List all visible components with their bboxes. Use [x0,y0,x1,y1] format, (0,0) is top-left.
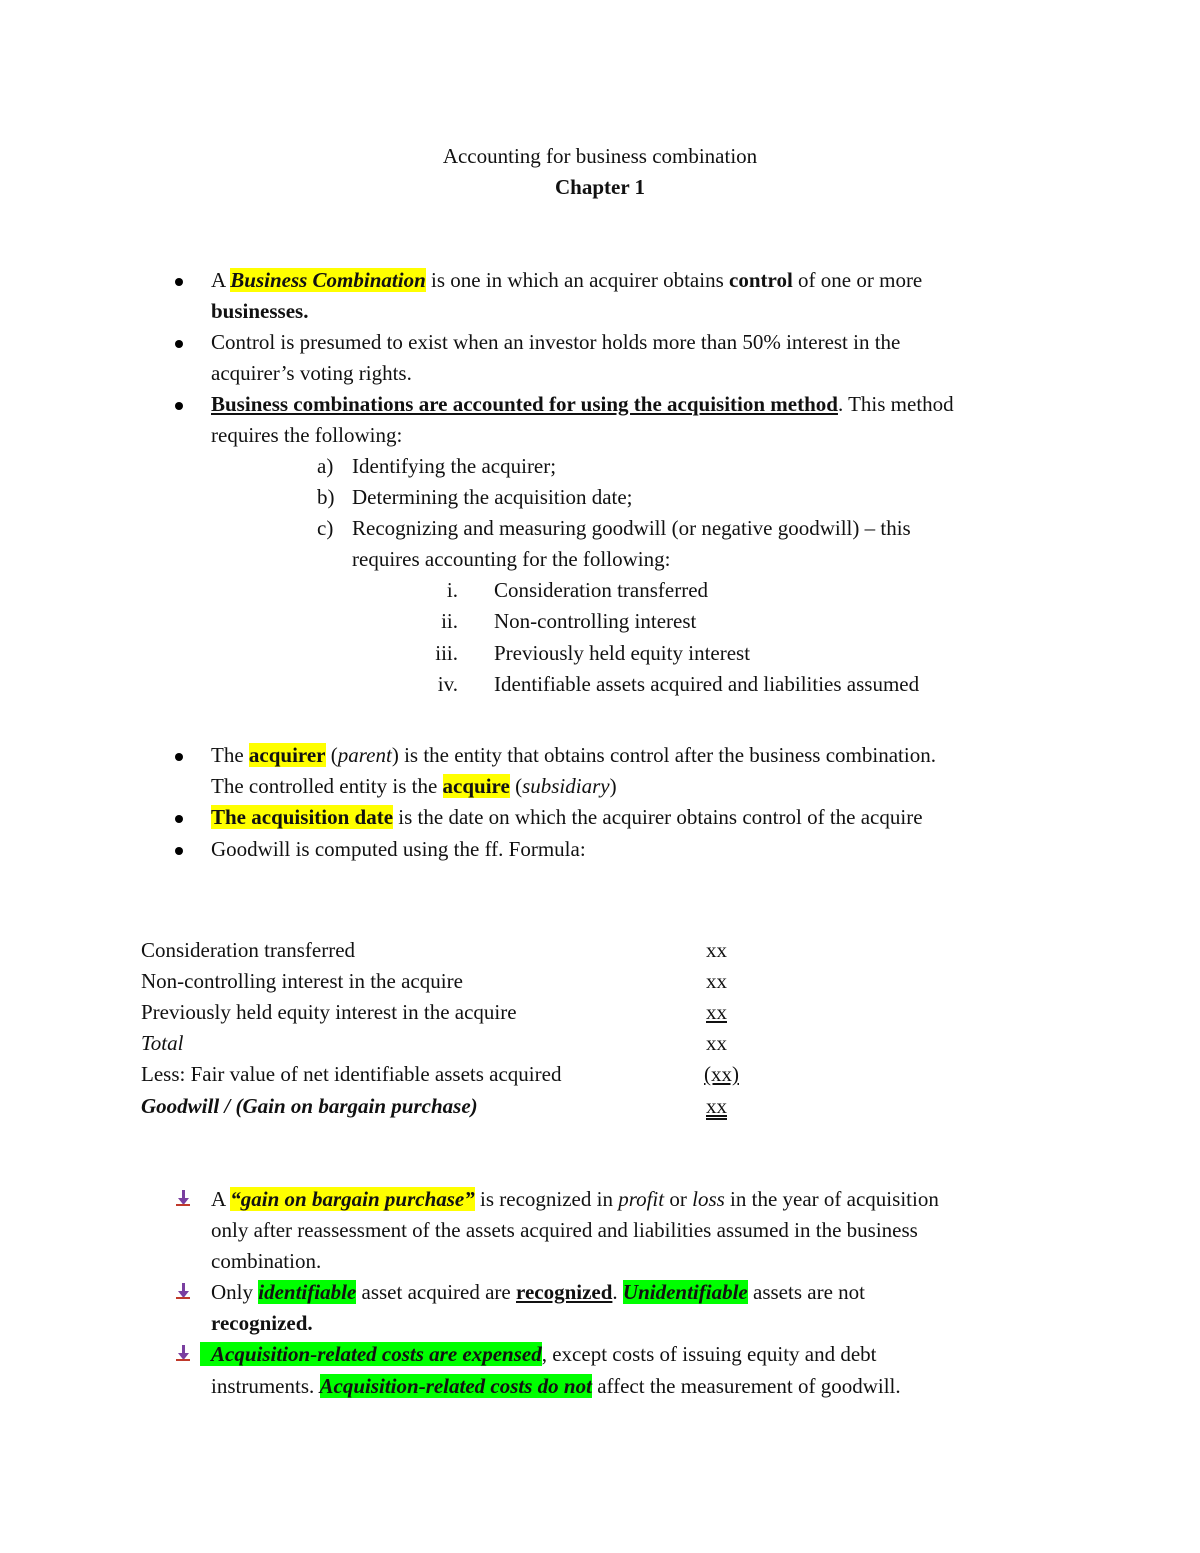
note-identifiable-cont: recognized. [211,1311,313,1335]
arrow-down-icon [175,1189,191,1207]
formula-label: Consideration transferred [141,938,356,962]
formula-total-label: Total [141,1031,184,1055]
note-gain-on-bargain: A “gain on bargain purchase” is recognized in profit or loss in the year of acquisition [211,1187,939,1211]
note-identifiable: Only identifiable asset acquired are recognized. Unidentifiable assets are not [211,1280,865,1304]
substep-marker: ii. [441,609,458,633]
substep-text: Non-controlling interest [494,609,697,633]
bullet-acquirer-cont: The controlled entity is the acquire (subsidiary) [211,774,617,798]
bullet-dot-icon [175,847,183,855]
bullet-dot-icon [175,278,183,286]
chapter-heading: Chapter 1 [554,175,646,199]
formula-label: Non-controlling interest in the acquire [141,969,463,993]
bullet-goodwill: Goodwill is computed using the ff. Formula: [211,837,586,861]
step-text: Identifying the acquirer; [352,454,557,478]
document-title: Accounting for business combination [442,144,758,168]
bullet-acquisition-method: Business combinations are accounted for using the acquisition method. This method [211,392,954,416]
note-acquisition-costs-cont: instruments. Acquisition-related costs do not affect the measurement of goodwill. [211,1374,901,1398]
formula-amount: xx [706,1031,727,1055]
formula-goodwill-label: Goodwill / (Gain on bargain purchase) [141,1094,478,1118]
formula-amount: xx [706,1000,727,1024]
substep-marker: i. [446,578,458,602]
term-business-combination: Business Combination [230,268,426,292]
bullet-dot-icon [175,402,183,410]
step-marker: a) [317,454,334,478]
bullet-control-cont: acquirer’s voting rights. [211,361,412,385]
bullet-business-combination: A Business Combination is one in which an acquirer obtains control of one or more [211,268,923,292]
step-text-cont: requires accounting for the following: [352,547,671,571]
step-text: Recognizing and measuring goodwill (or negative goodwill) – this [352,516,911,540]
bullet-acquirer: The acquirer (parent) is the entity that obtains control after the business combination. [211,743,936,767]
formula-amount: xx [706,1094,727,1118]
substep-text: Consideration transferred [494,578,709,602]
bullet-acquisition-date: The acquisition date is the date on which the acquirer obtains control of the acquire [211,805,923,829]
bullet-dot-icon [175,340,183,348]
bullet-business-combination-cont: businesses. [211,299,309,323]
bullet-control: Control is presumed to exist when an investor holds more than 50% interest in the [211,330,901,354]
substep-marker: iv. [437,672,458,696]
substep-text: Previously held equity interest [494,641,751,665]
formula-label: Previously held equity interest in the acquire [141,1000,517,1024]
formula-amount: xx [706,938,727,962]
arrow-down-icon [175,1344,191,1362]
formula-label: Less: Fair value of net identifiable assets acquired [141,1062,562,1086]
arrow-down-icon [175,1282,191,1300]
note-acquisition-costs: Acquisition-related costs are expensed, except costs of issuing equity and debt [200,1339,877,1370]
bullet-dot-icon [175,815,183,823]
substep-text: Identifiable assets acquired and liabilities assumed [494,672,920,696]
formula-amount: xx [706,969,727,993]
step-marker: b) [317,485,335,509]
step-text: Determining the acquisition date; [352,485,633,509]
bullet-dot-icon [175,753,183,761]
step-marker: c) [317,516,334,540]
bullet-acquisition-method-cont: requires the following: [211,423,403,447]
substep-marker: iii. [435,641,458,665]
note-gain-on-bargain-cont: only after reassessment of the assets acquired and liabilities assumed in the business [211,1218,918,1242]
formula-amount: (xx) [704,1062,739,1086]
note-gain-on-bargain-cont: combination. [211,1249,322,1273]
